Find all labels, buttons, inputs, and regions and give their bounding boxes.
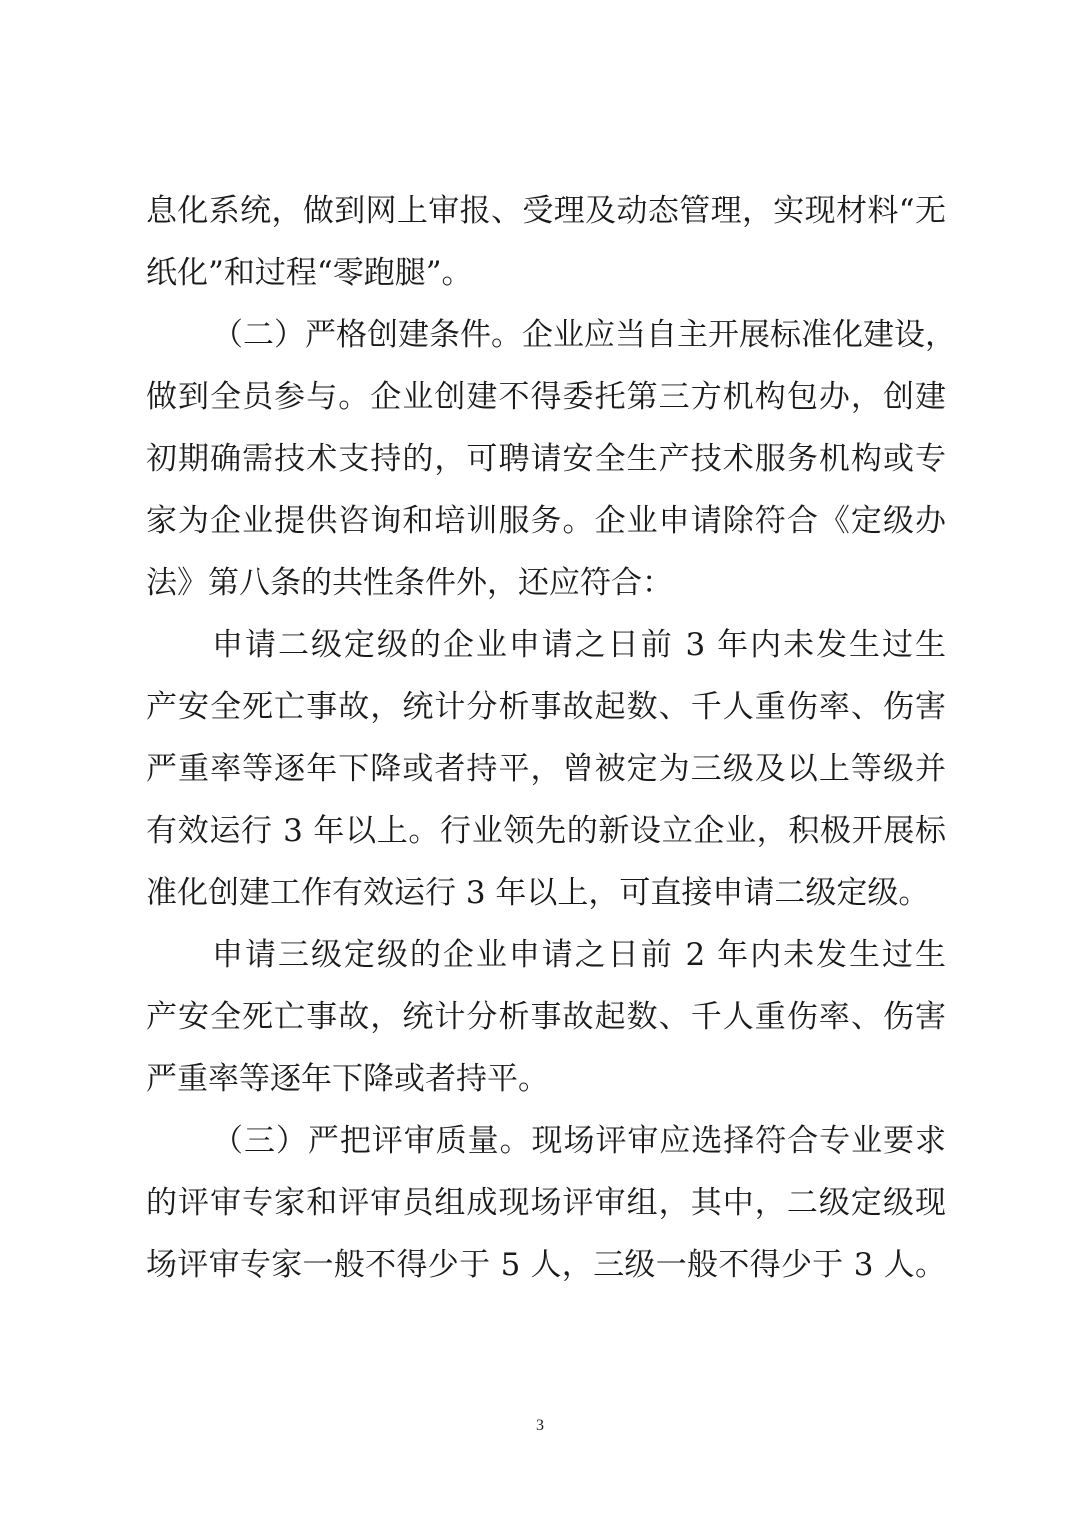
- text-line: （二）严格创建条件。企业应当自主开展标准化建设，: [212, 317, 956, 353]
- text-line: 产安全死亡事故，统计分析事故起数、千人重伤率、伤害: [146, 999, 946, 1035]
- text-line: 有效运行 3 年以上。行业领先的新设立企业，积极开展标: [146, 813, 946, 849]
- text-line: 场评审专家一般不得少于 5 人，三级一般不得少于 3 人。: [146, 1247, 946, 1283]
- text-line: 家为企业提供咨询和培训服务。企业申请除符合《定级办: [146, 503, 946, 539]
- text-line: 申请三级定级的企业申请之日前 2 年内未发生过生: [212, 937, 946, 973]
- text-line: 申请二级定级的企业申请之日前 3 年内未发生过生: [212, 627, 946, 663]
- text-line: 法》第八条的共性条件外，还应符合：: [146, 565, 673, 601]
- text-line: 初期确需技术支持的，可聘请安全生产技术服务机构或专: [146, 441, 946, 477]
- document-body: [146, 180, 956, 1296]
- text-line: （三）严把评审质量。现场评审应选择符合专业要求: [212, 1123, 946, 1159]
- text-line: 的评审专家和评审员组成现场评审组，其中，二级定级现: [146, 1185, 946, 1221]
- text-line: 息化系统，做到网上审报、受理及动态管理，实现材料“无: [146, 193, 946, 229]
- text-line: 准化创建工作有效运行 3 年以上，可直接申请二级定级。: [146, 875, 930, 911]
- page-number: 3: [536, 1417, 544, 1434]
- text-line: 产安全死亡事故，统计分析事故起数、千人重伤率、伤害: [146, 689, 946, 725]
- text-line: 严重率等逐年下降或者持平，曾被定为三级及以上等级并: [146, 751, 946, 787]
- text-line: 严重率等逐年下降或者持平。: [146, 1061, 549, 1097]
- text-line: 做到全员参与。企业创建不得委托第三方机构包办，创建: [146, 379, 946, 415]
- text-line: 纸化”和过程“零跑腿”。: [146, 255, 473, 291]
